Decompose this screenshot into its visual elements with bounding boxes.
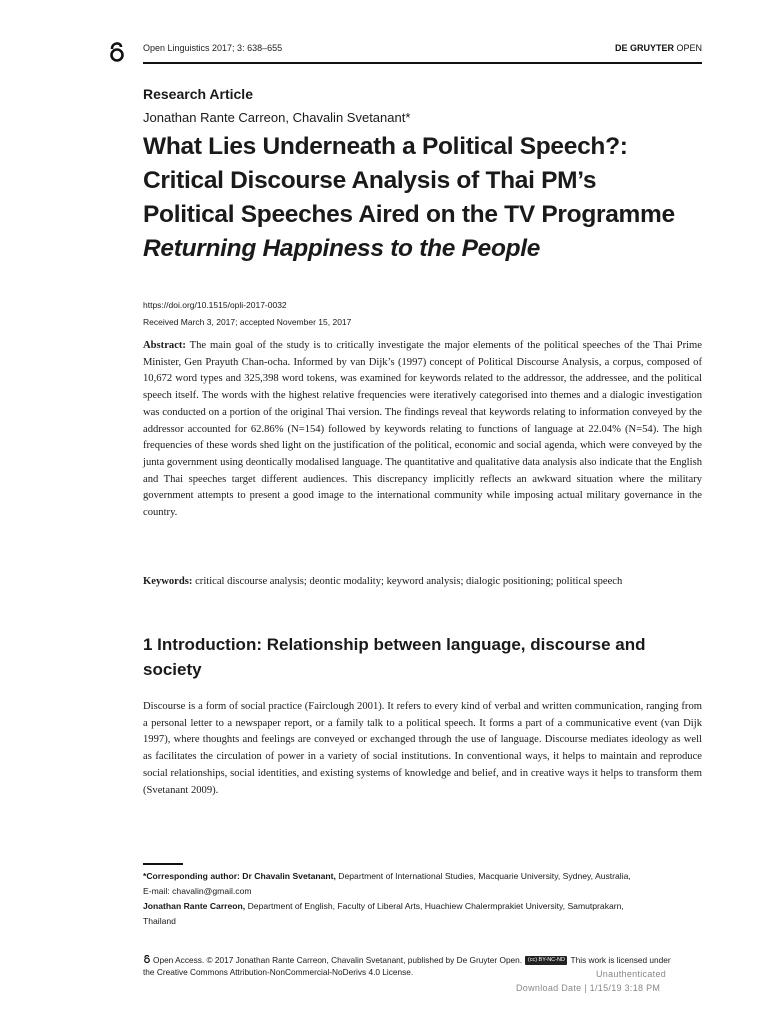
publisher-name xyxy=(615,43,702,53)
article-type: Research Article xyxy=(143,86,253,102)
unauthenticated-watermark: Unauthenticated xyxy=(596,969,667,979)
title-line-1: What Lies Underneath a Political Speech?: xyxy=(143,133,628,160)
corresponding-author-label: *Corresponding author: Dr Chavalin Svetanant, xyxy=(143,871,336,881)
abstract xyxy=(143,338,702,522)
keywords-text: critical discourse analysis; deontic modality; keyword analysis; dialogic positioning; political speech xyxy=(192,576,623,587)
article-title xyxy=(143,130,723,266)
second-author-label: Jonathan Rante Carreon, xyxy=(143,901,246,911)
publisher-name-bold: DE GRUYTER xyxy=(614,43,674,53)
header-rule xyxy=(143,62,702,64)
doi-link[interactable]: https://doi.org/10.1515/opli-2017-0032 xyxy=(143,300,287,310)
second-author-country: Thailand xyxy=(143,916,176,926)
license-line-2: the Creative Commons Attribution-NonCommercial-NoDerivs 4.0 License. xyxy=(143,967,414,977)
abstract-label: Abstract: xyxy=(143,340,186,351)
footnotes xyxy=(143,869,708,929)
open-access-icon xyxy=(108,40,126,64)
title-line-3: Political Speeches Aired on the TV Programme xyxy=(143,201,675,228)
journal-reference: Open Linguistics 2017; 3: 638–655 xyxy=(143,43,283,53)
license-text-after: This work is licensed under xyxy=(568,955,671,965)
authors: Jonathan Rante Carreon, Chavalin Svetanant* xyxy=(143,110,411,125)
second-author-affiliation: Department of English, Faculty of Liberal Arts, Huachiew Chalermprakiet University, Samutprakarn, xyxy=(245,901,624,911)
corresponding-author-note xyxy=(143,869,708,884)
abstract-text: The main goal of the study is to critically investigate the major elements of the political speeches of the Thai Prime Minister, Gen Prayuth Chan-ocha. Informed by van Dijk’s (1997) concept of Political Discourse Analysis, a corpus, composed of 10,672 word types and 325,398 word tokens, was examined for keywords related to the addressor, the addressee, and the political speech itself. The words with the highest relative frequencies were iteratively categorised into themes and a dialogic investigation was conducted on a portion of the original Thai version. The findings reveal that keywords relating to information conveyed by the addressor accounted for 62.86% (N=154) followed by keywords relating to functions of language at 22.04% (N=54). The high frequencies of these words shed light on the justification of the political, economic and social agenda, which were conveyed by the junta government using deontically modalised language. The quantitative and qualitative data analysis also indicate that the English and Thai speeches target different audiences. This discrepancy implicitly reflects an awkward situation where the military government attempts to present a good image to the international community while imposing actual military governance in the country. xyxy=(143,340,702,519)
corresponding-author-affiliation: Department of International Studies, Macquarie University, Sydney, Australia, xyxy=(335,871,631,881)
second-author-note xyxy=(143,899,708,914)
received-dates: Received March 3, 2017; accepted November 15, 2017 xyxy=(143,317,352,327)
publisher-name-rest: OPEN xyxy=(673,43,702,53)
section-heading: 1 Introduction: Relationship between language, discourse and society xyxy=(143,635,646,679)
email-line[interactable]: E-mail: chavalin@gmail.com xyxy=(143,886,252,896)
cc-license-badge-icon[interactable]: (cc) BY-NC-ND xyxy=(525,956,567,965)
open-access-small-icon xyxy=(143,954,151,964)
title-line-4: Returning Happiness to the People xyxy=(143,235,541,262)
keywords xyxy=(143,574,702,591)
title-line-2: Critical Discourse Analysis of Thai PM’s xyxy=(143,167,597,194)
license-line-1 xyxy=(143,954,708,966)
section-body: Discourse is a form of social practice (Fairclough 2001). It refers to every kind of verbal and written communication, ranging from a personal letter to a newspaper report, or a family talk to a political speech. It forms a part of a communicative event (van Dijk 1997), where thoughts and feelings are conveyed or exchanged through the use of language. Discourse mediates ideology as well as facilitates the circulation of power in a variety of social institutions. In conventional ways, it helps to maintain and reproduce social relationships, social identities, and existing systems of knowledge and belief, and in creative ways it helps to transform them (Svetanant 2009). xyxy=(143,701,702,796)
keywords-label: Keywords: xyxy=(143,576,193,587)
footnote-rule xyxy=(143,863,183,865)
license-text-before: Open Access. © 2017 Jonathan Rante Carreon, Chavalin Svetanant, published by De Gruyter Open. xyxy=(153,955,523,965)
download-date-watermark: Download Date | 1/15/19 3:18 PM xyxy=(516,983,661,993)
